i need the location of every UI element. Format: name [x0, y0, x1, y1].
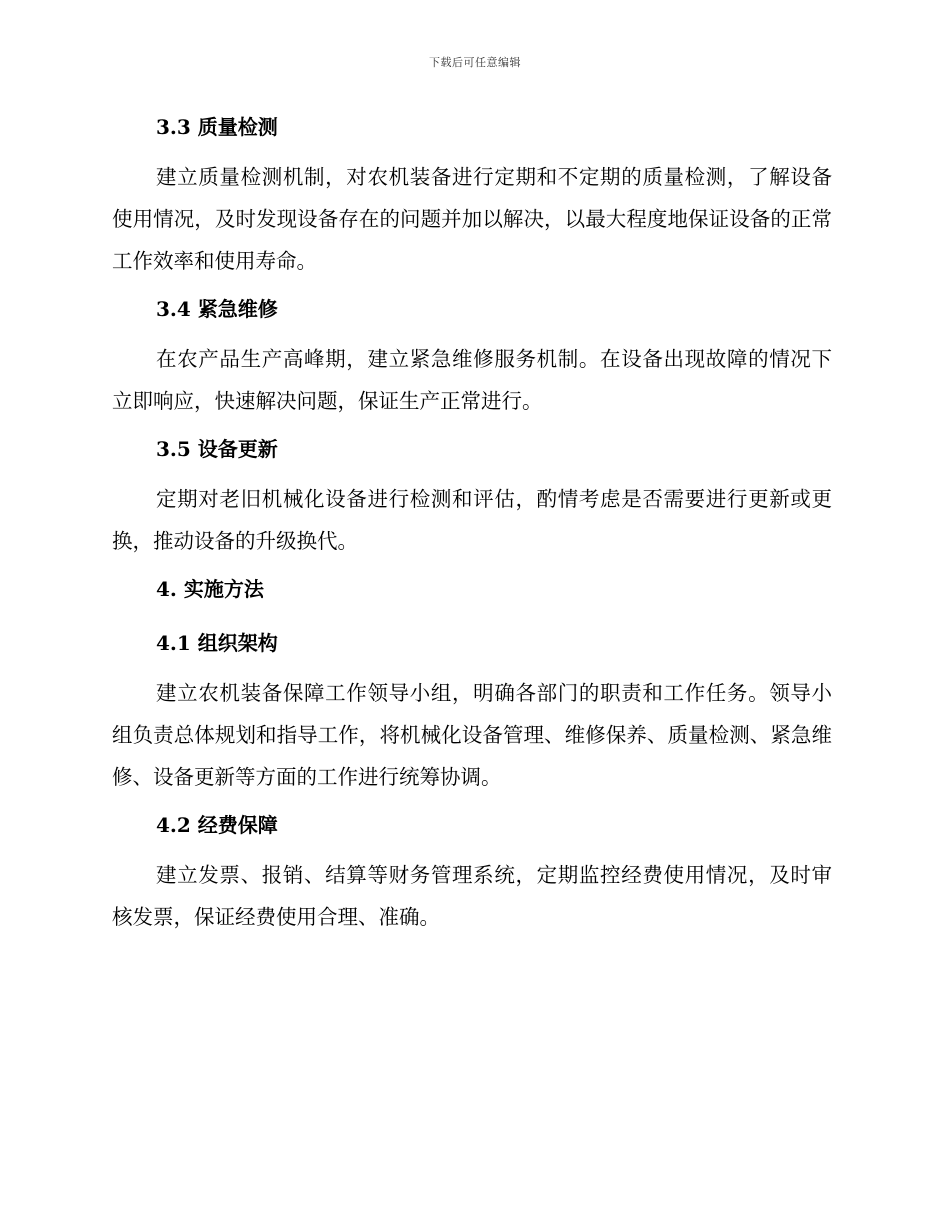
section-paragraph-3-5: 定期对老旧机械化设备进行检测和评估，酌情考虑是否需要进行更新或更换，推动设备的升级换代。 — [112, 487, 832, 553]
section-heading-3-5: 3.5 设备更新 — [156, 437, 278, 461]
document-body — [112, 110, 832, 938]
section-heading-4-1: 4.1 组织架构 — [156, 631, 278, 655]
section-paragraph-4-2: 建立发票、报销、结算等财务管理系统，定期监控经费使用情况，及时审核发票，保证经费使用合理、准确。 — [112, 863, 832, 929]
section-heading-3-4: 3.4 紧急维修 — [156, 297, 278, 321]
section-heading-4-2: 4.2 经费保障 — [156, 813, 278, 837]
section-heading-3-3: 3.3 质量检测 — [156, 115, 278, 139]
section-paragraph-3-4: 在农产品生产高峰期，建立紧急维修服务机制。在设备出现故障的情况下立即响应，快速解决问题，保证生产正常进行。 — [112, 347, 832, 413]
page-header: 下载后可任意编辑 — [429, 56, 521, 69]
section-heading-4: 4. 实施方法 — [156, 577, 264, 601]
section-paragraph-3-3: 建立质量检测机制，对农机装备进行定期和不定期的质量检测，了解设备使用情况，及时发现设备存在的问题并加以解决，以最大程度地保证设备的正常工作效率和使用寿命。 — [112, 165, 832, 273]
section-paragraph-4-1: 建立农机装备保障工作领导小组，明确各部门的职责和工作任务。领导小组负责总体规划和指导工作，将机械化设备管理、维修保养、质量检测、紧急维修、设备更新等方面的工作进行统筹协调。 — [112, 681, 832, 789]
